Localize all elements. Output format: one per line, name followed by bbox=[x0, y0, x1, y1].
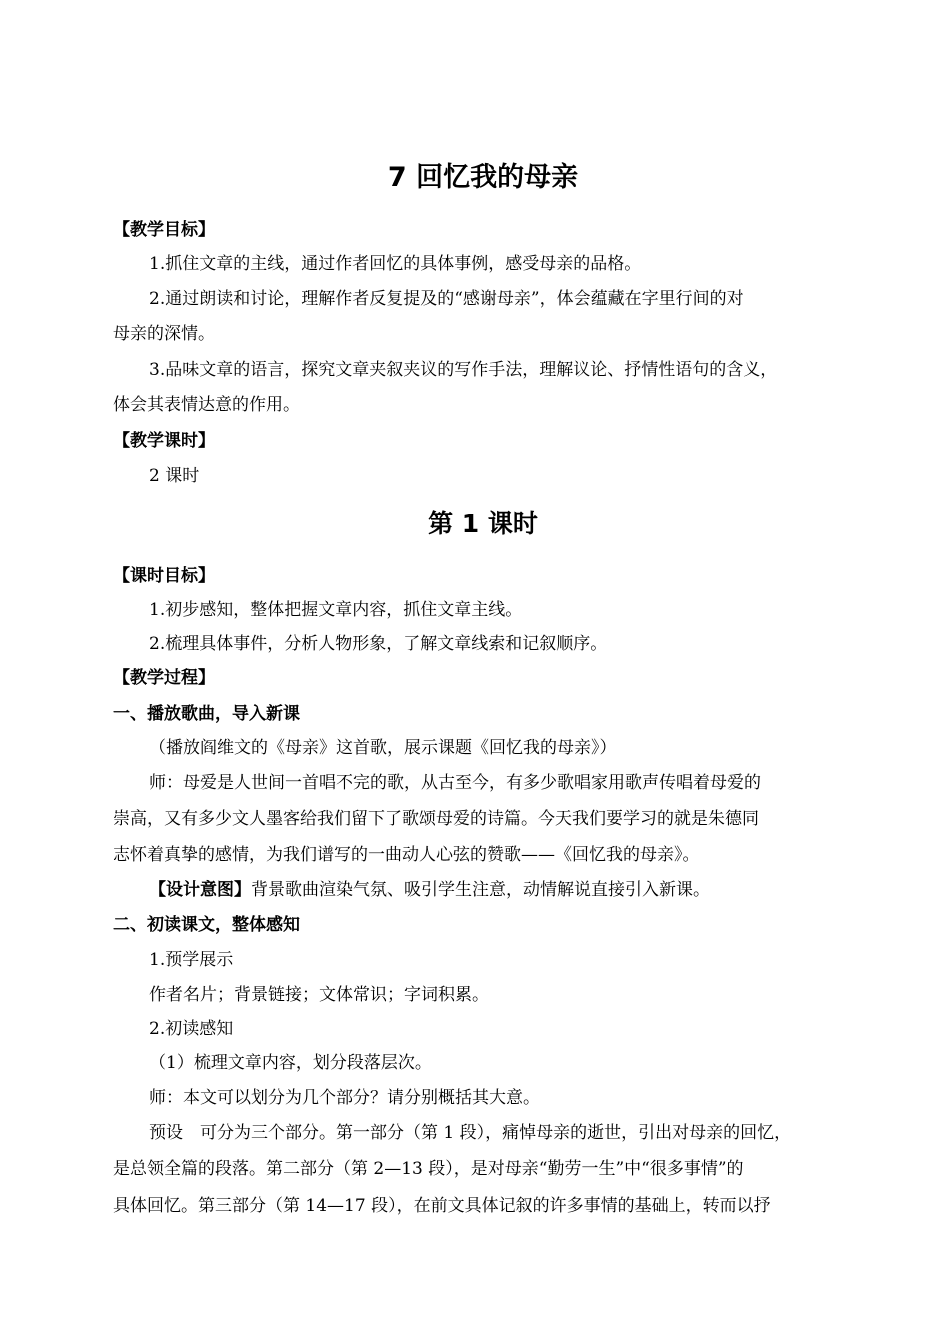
objective-item-2-line-2: 母亲的深情。 bbox=[113, 324, 215, 344]
part-1-para-line-2: 崇高，又有多少文人墨客给我们留下了歌颂母爱的诗篇。今天我们要学习的就是朱德同 bbox=[113, 809, 759, 829]
part-1-intro: （播放阎维文的《母亲》这首歌，展示课题《回忆我的母亲》） bbox=[149, 738, 617, 758]
pre-study-text: 作者名片；背景链接；文体常识；字词积累。 bbox=[149, 985, 489, 1005]
lesson-goal-1: 1.初步感知，整体把握文章内容，抓住文章主线。 bbox=[149, 600, 523, 620]
process-heading: 【教学过程】 bbox=[113, 668, 215, 688]
design-intent bbox=[149, 878, 710, 902]
answer-line-2: 是总领全篇的段落。第二部分（第 2—13 段），是对母亲“勤劳一生”中“很多事情”的 bbox=[113, 1159, 744, 1179]
lesson-goal-2: 2.梳理具体事件，分析人物形象，了解文章线索和记叙顺序。 bbox=[149, 634, 608, 654]
document-title: 7 回忆我的母亲 bbox=[387, 162, 579, 193]
part-1-heading: 一、播放歌曲，导入新课 bbox=[113, 704, 300, 724]
lesson-goals-heading: 【课时目标】 bbox=[113, 566, 215, 586]
design-intent-label: 【设计意图】 bbox=[149, 880, 251, 900]
objective-item-2-line-1: 2.通过朗读和讨论，理解作者反复提及的“感谢母亲”，体会蕴藏在字里行间的对 bbox=[149, 289, 744, 309]
answer-line-3: 具体回忆。第三部分（第 14—17 段），在前文具体记叙的许多事情的基础上，转而以抒 bbox=[113, 1196, 771, 1216]
objective-item-3-line-1: 3.品味文章的语言，探究文章夹叙夹议的写作手法，理解议论、抒情性语句的含义， bbox=[149, 360, 778, 380]
teacher-question: 师：本文可以划分为几个部分？请分别概括其大意。 bbox=[149, 1088, 540, 1108]
design-intent-text: 背景歌曲渲染气氛、吸引学生注意，动情解说直接引入新课。 bbox=[251, 880, 710, 900]
part-1-para-line-3: 志怀着真挚的感情，为我们谱写的一曲动人心弦的赞歌——《回忆我的母亲》。 bbox=[113, 845, 700, 865]
part-2-heading: 二、初读课文，整体感知 bbox=[113, 915, 300, 935]
first-read-label: 2.初读感知 bbox=[149, 1019, 234, 1039]
lesson-1-title: 第 1 课时 bbox=[428, 509, 538, 538]
first-read-subitem: （1）梳理文章内容，划分段落层次。 bbox=[149, 1053, 432, 1073]
part-1-para-line-1: 师：母爱是人世间一首唱不完的歌，从古至今，有多少歌唱家用歌声传唱着母爱的 bbox=[149, 773, 761, 793]
objectives-heading: 【教学目标】 bbox=[113, 220, 215, 240]
objective-item-1: 1.抓住文章的主线，通过作者回忆的具体事例，感受母亲的品格。 bbox=[149, 254, 642, 274]
hours-heading: 【教学课时】 bbox=[113, 431, 215, 451]
hours-value: 2 课时 bbox=[149, 466, 200, 486]
answer-line-1: 预设 可分为三个部分。第一部分（第 1 段），痛悼母亲的逝世，引出对母亲的回忆， bbox=[149, 1123, 792, 1143]
objective-item-3-line-2: 体会其表情达意的作用。 bbox=[113, 395, 300, 415]
pre-study-label: 1.预学展示 bbox=[149, 950, 234, 970]
